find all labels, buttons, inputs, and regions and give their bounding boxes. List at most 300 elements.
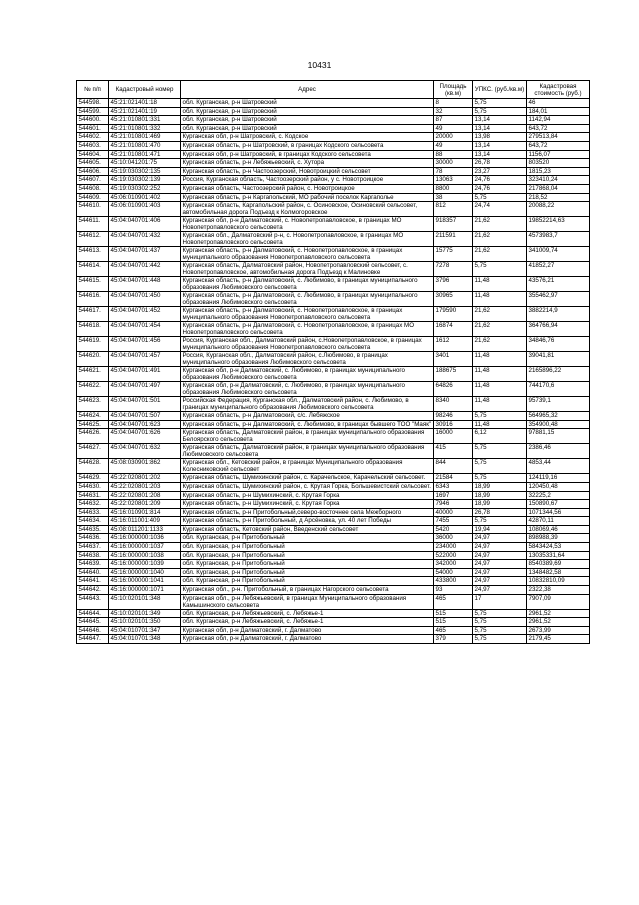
table-row — [77, 517, 590, 526]
cell-address: Курганская область, р-н Лебяжьевский, с. Хутора — [181, 159, 434, 168]
cell-cadastral-value: 2322,38 — [527, 586, 590, 595]
cell-area: 87 — [434, 116, 473, 125]
cell-cadastral-value: 13035331,64 — [527, 551, 590, 560]
cell-upks: 24,97 — [473, 560, 527, 569]
cell-cadastral-value: 2961,52 — [527, 618, 590, 627]
cell-address: Курганская область, Шумихинский район, с. Крутая Горка, Большевистский сельсовет. — [181, 482, 434, 491]
table-row — [77, 626, 590, 635]
cell-cadastral-value: 120450,48 — [527, 482, 590, 491]
table-row — [77, 141, 590, 150]
cell-cadastral-number: 45:21:021401:18 — [109, 99, 181, 108]
cell-address: обл. Курганская, р-н Притобольный — [181, 551, 434, 560]
cell-cadastral-value: 10832810,09 — [527, 577, 590, 586]
cell-upks: 19,94 — [473, 525, 527, 534]
cell-cadastral-value: 364766,94 — [527, 322, 590, 337]
table-row — [77, 420, 590, 429]
cell-cadastral-number: 45:10:020101:350 — [109, 618, 181, 627]
cell-area: 88 — [434, 150, 473, 159]
cell-address: обл. Курганская, р-н Шатровский — [181, 107, 434, 116]
cell-cadastral-number: 45:16:000000:1038 — [109, 551, 181, 560]
cell-upks: 5,75 — [473, 412, 527, 421]
cell-address: обл. Курганская, р-н Шатровский — [181, 116, 434, 125]
cell-address: Курганская область, р-н Далматовский, с. Новопетропавловское, в границах МО Новопетропавловского сельсовета — [181, 322, 434, 337]
table-row — [77, 124, 590, 133]
cell-upks: 11,48 — [473, 352, 527, 367]
cell-area: 36000 — [434, 534, 473, 543]
cell-address: Курганская область, Кетовский район, Введенский сельсовет — [181, 525, 434, 534]
table-row — [77, 577, 590, 586]
table-row — [77, 322, 590, 337]
cell-cadastral-value: 5843424,53 — [527, 543, 590, 552]
table-row — [77, 560, 590, 569]
cell-upks: 5,75 — [473, 193, 527, 202]
cell-area: 78 — [434, 167, 473, 176]
cell-area: 8340 — [434, 397, 473, 412]
cell-cadastral-value: 34846,76 — [527, 337, 590, 352]
cell-upks: 13,98 — [473, 133, 527, 142]
cell-address: Курганская область, р-н Шумихинский, с. Крутая Горка — [181, 500, 434, 509]
cell-address: Курганская область, р-н Далматовский, с. Любимово, в границах муниципального образования Любимовского сельсовета — [181, 292, 434, 307]
cell-upks: 5,75 — [473, 618, 527, 627]
cell-number: 544598. — [77, 99, 109, 108]
cell-area: 93 — [434, 586, 473, 595]
cell-cadastral-number: 45:04:040701:406 — [109, 217, 181, 232]
cell-address: Курганская обл., Кетовский район, в границах Муниципального образования Колесниковский сельсовет — [181, 459, 434, 474]
cell-cadastral-value: 150890,67 — [527, 500, 590, 509]
table-row — [77, 568, 590, 577]
table-row — [77, 133, 590, 142]
table-row — [77, 534, 590, 543]
cell-area: 38 — [434, 193, 473, 202]
cell-number: 544629. — [77, 474, 109, 483]
cell-cadastral-value: 7907,09 — [527, 594, 590, 609]
cell-area: 32 — [434, 107, 473, 116]
cell-area: 30000 — [434, 159, 473, 168]
cell-number: 544618. — [77, 322, 109, 337]
cell-upks: 5,75 — [473, 474, 527, 483]
table-row — [77, 307, 590, 322]
cell-upks: 24,97 — [473, 534, 527, 543]
cell-upks: 24,97 — [473, 586, 527, 595]
cell-cadastral-number: 45:06:010901:403 — [109, 202, 181, 217]
cell-cadastral-value: 2673,99 — [527, 626, 590, 635]
cell-area: 415 — [434, 444, 473, 459]
cell-number: 544600. — [77, 116, 109, 125]
cell-address: Курганская область, р-н Далматовский, с. Новопетропавловское, в границах муниципального образования Новопетропавловского сельсовета — [181, 247, 434, 262]
cell-area: 8 — [434, 99, 473, 108]
cell-cadastral-number: 45:04:040701:456 — [109, 337, 181, 352]
table-row — [77, 618, 590, 627]
table-row — [77, 116, 590, 125]
cell-cadastral-number: 45:04:040701:623 — [109, 420, 181, 429]
table-row — [77, 474, 590, 483]
cell-area: 21584 — [434, 474, 473, 483]
cell-upks: 17 — [473, 594, 527, 609]
cell-cadastral-value: 95739,1 — [527, 397, 590, 412]
cell-upks: 11,48 — [473, 397, 527, 412]
cell-address: обл. Курганская, р-н Шатровский — [181, 99, 434, 108]
cell-upks: 5,75 — [473, 517, 527, 526]
cell-upks: 5,75 — [473, 262, 527, 277]
cell-number: 544610. — [77, 202, 109, 217]
table-row — [77, 167, 590, 176]
cell-address: Курганская обл., Далматовский р-н, с. Новопетропавловское, в границах МО Новопетропавловского сельсовета — [181, 232, 434, 247]
table-row — [77, 594, 590, 609]
cell-number: 544599. — [77, 107, 109, 116]
cell-number: 544643. — [77, 594, 109, 609]
cell-upks: 24,97 — [473, 568, 527, 577]
cell-cadastral-value: 97881,15 — [527, 429, 590, 444]
cell-number: 544633. — [77, 508, 109, 517]
cell-upks: 21,62 — [473, 337, 527, 352]
cell-area: 16000 — [434, 429, 473, 444]
cell-area: 30916 — [434, 420, 473, 429]
cell-cadastral-number: 45:04:040701:442 — [109, 262, 181, 277]
cell-number: 544624. — [77, 412, 109, 421]
table-body — [77, 99, 590, 644]
cell-cadastral-value: 217868,04 — [527, 184, 590, 193]
cell-number: 544631. — [77, 491, 109, 500]
cell-upks: 11,48 — [473, 277, 527, 292]
cell-cadastral-number: 45:08:011201:1133 — [109, 525, 181, 534]
cell-number: 544641. — [77, 577, 109, 586]
table-row — [77, 150, 590, 159]
cell-cadastral-value: 564965,32 — [527, 412, 590, 421]
header-address: Адрес — [181, 81, 434, 99]
cell-cadastral-value: 124119,16 — [527, 474, 590, 483]
cell-upks: 24,76 — [473, 176, 527, 185]
cell-cadastral-number: 45:04:010701:347 — [109, 626, 181, 635]
cell-cadastral-value: 2165896,22 — [527, 367, 590, 382]
table-header-row — [77, 81, 590, 99]
cell-address: Российская Федерация, Курганская обл., Далматовский район, с. Любимово, в границах муниципального образования Любимовского сельсовета — [181, 397, 434, 412]
cell-area: 465 — [434, 594, 473, 609]
cell-cadastral-number: 45:16:011001:409 — [109, 517, 181, 526]
cell-cadastral-value: 341009,74 — [527, 247, 590, 262]
cell-upks: 24,97 — [473, 551, 527, 560]
cell-upks: 13,14 — [473, 150, 527, 159]
cell-area: 379 — [434, 635, 473, 644]
cell-address: обл. Курганская, р-н Притобольный — [181, 577, 434, 586]
cell-cadastral-value: 323410,24 — [527, 176, 590, 185]
cell-number: 544601. — [77, 124, 109, 133]
cell-number: 544630. — [77, 482, 109, 491]
cell-area: 49 — [434, 124, 473, 133]
cell-address: Россия, Курганская обл., Далматовский район, с.Новопетропавловское, в границах муниципального образования Новопетропавловского сельсовета — [181, 337, 434, 352]
page-number: 10431 — [307, 60, 332, 70]
cell-address: обл. Курганская, р-н Шатровский — [181, 124, 434, 133]
cell-address: обл. Курганская, р-н Лебяжьевский, с. Лебяжье-1 — [181, 609, 434, 618]
cell-upks: 21,62 — [473, 247, 527, 262]
cell-area: 188675 — [434, 367, 473, 382]
cell-area: 515 — [434, 609, 473, 618]
cell-number: 544646. — [77, 626, 109, 635]
cell-area: 234000 — [434, 543, 473, 552]
cell-cadastral-value: 2179,45 — [527, 635, 590, 644]
cell-number: 544606. — [77, 167, 109, 176]
header-upks: УПКС. (руб./кв.м) — [473, 81, 527, 99]
cell-address: Курганская область, Далматовский район, Новопетропавловский сельсовет, с. Новопетропавловское, автомобильная дорога Подъезд к Малиновке — [181, 262, 434, 277]
cell-cadastral-number: 45:16:000000:1039 — [109, 560, 181, 569]
cell-cadastral-number: 45:08:030901:862 — [109, 459, 181, 474]
cell-cadastral-value: 1156,07 — [527, 150, 590, 159]
cell-cadastral-number: 45:04:010701:348 — [109, 635, 181, 644]
cell-address: Курганская область, р-н Далматовский, с. Любимово, в границах бывшего ТОО "Маяк" — [181, 420, 434, 429]
cell-cadastral-number: 45:21:010801:469 — [109, 133, 181, 142]
cell-cadastral-number: 45:04:040701:507 — [109, 412, 181, 421]
cell-address: Курганская область, Далматовский район, в границах муниципального образования Белоярского сельсовета — [181, 429, 434, 444]
cell-cadastral-number: 45:16:000000:1037 — [109, 543, 181, 552]
cell-number: 544626. — [77, 429, 109, 444]
cell-cadastral-number: 45:04:040701:448 — [109, 277, 181, 292]
cell-cadastral-number: 45:21:010801:470 — [109, 141, 181, 150]
table-row — [77, 107, 590, 116]
cell-cadastral-number: 45:10:020101:349 — [109, 609, 181, 618]
cell-cadastral-value: 1815,23 — [527, 167, 590, 176]
cell-area: 8800 — [434, 184, 473, 193]
cell-number: 544612. — [77, 232, 109, 247]
cell-number: 544636. — [77, 534, 109, 543]
cell-address: Курганская область, Шумихинский район, с. Карачельское, Карачельский сельсовет. — [181, 474, 434, 483]
cell-cadastral-number: 45:04:040701:452 — [109, 307, 181, 322]
cell-address: Курганская область, р-н Далматовский, с/с. Лебяжское — [181, 412, 434, 421]
cell-cadastral-number: 45:04:040701:450 — [109, 292, 181, 307]
cell-upks: 11,48 — [473, 292, 527, 307]
cell-cadastral-number: 45:16:000000:1041 — [109, 577, 181, 586]
table-row — [77, 262, 590, 277]
cell-cadastral-value: 354900,48 — [527, 420, 590, 429]
header-cadastral-number: Кадастровый номер — [109, 81, 181, 99]
cell-upks: 5,75 — [473, 609, 527, 618]
header-cadastral-value: Кадастровая стоимость (руб.) — [527, 81, 590, 99]
cell-number: 544644. — [77, 609, 109, 618]
cell-cadastral-value: 3882214,9 — [527, 307, 590, 322]
cell-cadastral-number: 45:22:020801:209 — [109, 500, 181, 509]
table-row — [77, 543, 590, 552]
table-row — [77, 159, 590, 168]
table-row — [77, 412, 590, 421]
cell-upks: 11,48 — [473, 382, 527, 397]
cell-upks: 26,78 — [473, 508, 527, 517]
cell-upks: 21,62 — [473, 217, 527, 232]
cell-upks: 13,14 — [473, 116, 527, 125]
cell-number: 544611. — [77, 217, 109, 232]
cell-address: Курганская область, р-н Каргапольский, МО рабочий поселок Каргаполье — [181, 193, 434, 202]
cell-cadastral-value: 42870,11 — [527, 517, 590, 526]
table-row — [77, 500, 590, 509]
cell-cadastral-number: 45:19:030302:135 — [109, 167, 181, 176]
cell-cadastral-value: 643,72 — [527, 124, 590, 133]
header-area: Площадь (кв.м) — [434, 81, 473, 99]
cell-number: 544603. — [77, 141, 109, 150]
cell-area: 7455 — [434, 517, 473, 526]
cell-cadastral-value: 1071344,56 — [527, 508, 590, 517]
cell-address: Курганская обл, р-н Далматовский, г. Далматово — [181, 626, 434, 635]
cell-number: 544614. — [77, 262, 109, 277]
cell-address: Россия, Курганская обл., Далматовский район, с.Любимово, в границах муниципального образования Любимовского сельсовета — [181, 352, 434, 367]
cell-number: 544635. — [77, 525, 109, 534]
cell-area: 5420 — [434, 525, 473, 534]
cell-cadastral-number: 45:04:040701:457 — [109, 352, 181, 367]
cell-area: 515 — [434, 618, 473, 627]
table-row — [77, 429, 590, 444]
cell-area: 6343 — [434, 482, 473, 491]
cell-number: 544616. — [77, 292, 109, 307]
cell-address: Курганская область, р-н Притобольный, д Арсёновка, ул. 40 лет Победы — [181, 517, 434, 526]
cell-address: Курганская область, р-н Далматовский, с. Новопетропавловское, в границах муниципального образования Новопетропавловского сельсовета — [181, 307, 434, 322]
cell-cadastral-value: 279513,84 — [527, 133, 590, 142]
cell-number: 544625. — [77, 420, 109, 429]
cell-cadastral-number: 45:04:040701:491 — [109, 367, 181, 382]
cell-area: 522000 — [434, 551, 473, 560]
cell-upks: 21,62 — [473, 322, 527, 337]
cell-number: 544623. — [77, 397, 109, 412]
cell-cadastral-number: 45:21:010801:332 — [109, 124, 181, 133]
cell-upks: 5,75 — [473, 635, 527, 644]
cell-address: Курганская обл, р-н Шатровский, с. Кодское — [181, 133, 434, 142]
cell-cadastral-number: 45:22:020801:208 — [109, 491, 181, 500]
cell-upks: 24,74 — [473, 202, 527, 217]
table-row — [77, 444, 590, 459]
cell-number: 544615. — [77, 277, 109, 292]
cell-cadastral-value: 108069,46 — [527, 525, 590, 534]
cell-address: Курганская область, Далматовский район, в границах муниципального образования Любимовского сельсовета — [181, 444, 434, 459]
cell-cadastral-number: 45:04:040701:454 — [109, 322, 181, 337]
cell-area: 49 — [434, 141, 473, 150]
cell-cadastral-number: 45:22:020801:202 — [109, 474, 181, 483]
cell-area: 3401 — [434, 352, 473, 367]
cell-number: 544642. — [77, 586, 109, 595]
cell-upks: 18,99 — [473, 491, 527, 500]
table-row — [77, 176, 590, 185]
cell-area: 16874 — [434, 322, 473, 337]
cell-cadastral-value: 20088,22 — [527, 202, 590, 217]
cell-area: 179590 — [434, 307, 473, 322]
cell-upks: 24,97 — [473, 577, 527, 586]
cell-upks: 26,78 — [473, 159, 527, 168]
cell-area: 465 — [434, 626, 473, 635]
cell-number: 544619. — [77, 337, 109, 352]
cell-cadastral-value: 355462,97 — [527, 292, 590, 307]
cell-cadastral-number: 45:19:030302:252 — [109, 184, 181, 193]
table-row — [77, 382, 590, 397]
table-row — [77, 337, 590, 352]
cell-address: обл. Курганская, р-н Притобольный — [181, 560, 434, 569]
table-row — [77, 232, 590, 247]
table-row — [77, 635, 590, 644]
cell-number: 544604. — [77, 150, 109, 159]
cell-cadastral-value: 32225,2 — [527, 491, 590, 500]
cell-cadastral-number: 45:04:040701:437 — [109, 247, 181, 262]
cell-upks: 11,48 — [473, 420, 527, 429]
table-row — [77, 397, 590, 412]
cell-cadastral-number: 45:04:040701:626 — [109, 429, 181, 444]
cell-area: 7946 — [434, 500, 473, 509]
cell-cadastral-number: 45:16:000000:1036 — [109, 534, 181, 543]
cell-area: 433800 — [434, 577, 473, 586]
cell-number: 544632. — [77, 500, 109, 509]
cell-number: 544605. — [77, 159, 109, 168]
cell-upks: 6,12 — [473, 429, 527, 444]
cell-address: Курганская область, Частоозерский район, с. Новотроицкое — [181, 184, 434, 193]
cell-cadastral-value: 46 — [527, 99, 590, 108]
cell-area: 342000 — [434, 560, 473, 569]
cell-number: 544638. — [77, 551, 109, 560]
table-row — [77, 193, 590, 202]
cell-cadastral-number: 45:04:040701:632 — [109, 444, 181, 459]
cell-address: Курганская область, р-н Частоозерский, Новотроицкий сельсовет — [181, 167, 434, 176]
cell-number: 544647. — [77, 635, 109, 644]
cell-cadastral-number: 45:22:020801:203 — [109, 482, 181, 491]
cell-area: 40000 — [434, 508, 473, 517]
cell-cadastral-number: 45:04:040701:501 — [109, 397, 181, 412]
cell-cadastral-value: 43576,21 — [527, 277, 590, 292]
cell-number: 544634. — [77, 517, 109, 526]
cell-number: 544640. — [77, 568, 109, 577]
cell-upks: 21,62 — [473, 307, 527, 322]
table-row — [77, 292, 590, 307]
cell-area: 3796 — [434, 277, 473, 292]
cell-area: 54000 — [434, 568, 473, 577]
table-row — [77, 525, 590, 534]
table-row — [77, 99, 590, 108]
header-number: № п/п — [77, 81, 109, 99]
cell-area: 30965 — [434, 292, 473, 307]
cell-number: 544627. — [77, 444, 109, 459]
table-row — [77, 367, 590, 382]
cell-address: Курганская обл, р-н Далматовский, с. Любимово, в границах муниципального образования Любимовского сельсовета — [181, 382, 434, 397]
cell-number: 544602. — [77, 133, 109, 142]
table-row — [77, 609, 590, 618]
table-row — [77, 508, 590, 517]
table-row — [77, 586, 590, 595]
cell-cadastral-number: 45:21:010801:471 — [109, 150, 181, 159]
cell-upks: 23,27 — [473, 167, 527, 176]
cell-area: 1697 — [434, 491, 473, 500]
cell-cadastral-value: 39041,81 — [527, 352, 590, 367]
table-row — [77, 217, 590, 232]
cell-address: Курганская обл., р-н Лебяжьевский, в границах Муниципального образования Камышинского сельсовета — [181, 594, 434, 609]
cell-cadastral-number: 45:10:041201:75 — [109, 159, 181, 168]
cell-number: 544645. — [77, 618, 109, 627]
cell-address: Курганская область, р-н Шумихинский, с. Крутая Горка — [181, 491, 434, 500]
table-row — [77, 352, 590, 367]
cell-upks: 18,99 — [473, 500, 527, 509]
cell-upks: 13,14 — [473, 141, 527, 150]
cell-cadastral-value: 8540389,69 — [527, 560, 590, 569]
cell-number: 544637. — [77, 543, 109, 552]
cell-address: Курганская обл, р-н Шатровский, в границах Кодского сельсовета — [181, 150, 434, 159]
cell-cadastral-value: 1348482,58 — [527, 568, 590, 577]
cell-upks: 5,75 — [473, 99, 527, 108]
cell-address: обл. Курганская, р-н Лебяжьевский, с. Лебяжье-1 — [181, 618, 434, 627]
cell-address: Курганская область, р-н Притобольный,северо-восточнее села Межборного — [181, 508, 434, 517]
cell-address: Курганская область, р-н Шатровский, в границах Кодского сельсовета — [181, 141, 434, 150]
cell-cadastral-number: 45:04:040701:497 — [109, 382, 181, 397]
cell-address: Россия, Курганская область, Частоозерский район, у с. Новотроицкое — [181, 176, 434, 185]
cell-area: 1612 — [434, 337, 473, 352]
cell-cadastral-number: 45:04:040701:432 — [109, 232, 181, 247]
cell-address: Курганская область, Каргапольский район, с. Осиновское, Осиновский сельсовет, автомобильная дорога Подъезд к Колмогоровское — [181, 202, 434, 217]
table-row — [77, 482, 590, 491]
cell-cadastral-number: 45:21:010801:331 — [109, 116, 181, 125]
cell-upks: 5,75 — [473, 459, 527, 474]
cell-number: 544609. — [77, 193, 109, 202]
cell-upks: 24,76 — [473, 184, 527, 193]
cell-number: 544621. — [77, 367, 109, 382]
cell-address: Курганская обл, р-н Далматовский, с. Любимово, в границах муниципального образования Любимовского сельсовета — [181, 367, 434, 382]
cell-cadastral-number: 45:10:020101:348 — [109, 594, 181, 609]
